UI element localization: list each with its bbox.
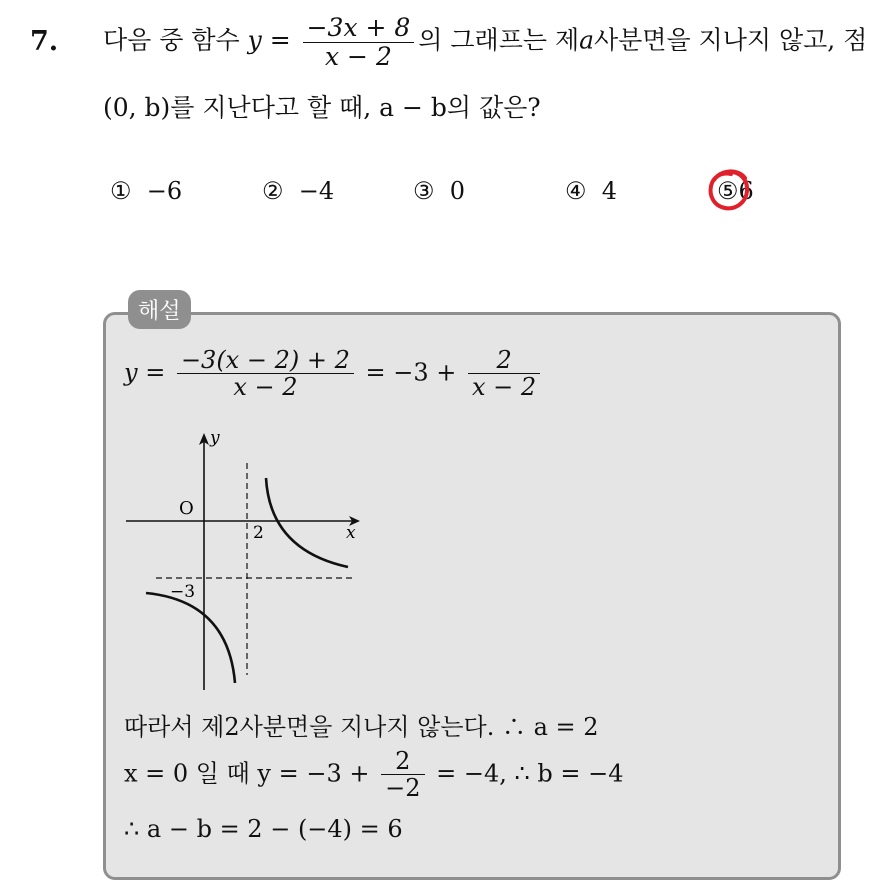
question-text-a: 다음 중 함수: [103, 25, 240, 55]
x-tick-label: 2: [253, 523, 264, 543]
choice-4[interactable]: [565, 177, 617, 205]
solution-line-5: ∴ a − b = 2 − (−4) = 6: [124, 815, 403, 843]
choice-3[interactable]: [413, 177, 465, 205]
curve-right-branch: [266, 478, 348, 567]
choice-1[interactable]: [110, 177, 182, 205]
question-y: y: [247, 25, 262, 55]
solution-fraction-1-num: −3(x − 2) + 2: [180, 346, 350, 374]
origin-label: O: [179, 498, 194, 519]
solution-fraction-2-den: x − 2: [468, 373, 540, 400]
solution-line-4: [124, 748, 624, 802]
choice-4-value: 4: [601, 177, 618, 205]
choice-3-mark: ③: [413, 177, 435, 205]
choice-5-mark: ⑤: [717, 177, 739, 205]
question-line-1: [103, 14, 867, 70]
answer-circle-mark: [704, 166, 752, 214]
solution-fraction-1-den: x − 2: [177, 373, 354, 400]
solution-equation: [124, 347, 544, 401]
choice-2[interactable]: [262, 177, 334, 205]
solution-line-4-num: 2: [395, 747, 411, 775]
fraction-numerator: −3x + 8: [306, 13, 411, 42]
question-a-var: a: [579, 25, 594, 55]
solution-line-4-den: −2: [381, 774, 424, 801]
solution-line-4-fraction: [381, 748, 424, 802]
y-tick-label: −3: [170, 582, 196, 602]
question-number: 7.: [30, 26, 59, 57]
choice-5-value: 6: [738, 177, 754, 205]
solution-graph: [120, 425, 370, 695]
solution-fraction-2-num: 2: [496, 346, 512, 374]
question-text-b: 의 그래프는 제: [418, 25, 580, 55]
choice-2-value: −4: [298, 177, 335, 205]
solution-eq-y: y =: [124, 358, 166, 387]
question-eq: =: [269, 25, 291, 55]
fraction-denominator: x − 2: [303, 42, 415, 71]
solution-fraction-2: [468, 347, 540, 401]
solution-line-4-b: = −4, ∴ b = −4: [436, 759, 624, 788]
question-text-c: 사분면을 지나지 않고, 점: [594, 25, 868, 55]
solution-line-3: 따라서 제2사분면을 지나지 않는다. ∴ a = 2: [124, 713, 599, 741]
question-line-2: (0, b)를 지난다고 할 때, a − b의 값은?: [103, 93, 541, 122]
y-axis-label: y: [210, 428, 220, 448]
choice-2-mark: ②: [262, 177, 284, 205]
choice-3-value: 0: [449, 177, 466, 205]
choice-1-mark: ①: [110, 177, 132, 205]
solution-tag: 해설: [128, 290, 191, 329]
solution-eq-mid: = −3 +: [365, 358, 457, 387]
solution-fraction-1: [177, 347, 354, 401]
choice-4-mark: ④: [565, 177, 587, 205]
choice-1-value: −6: [146, 177, 183, 205]
question-fraction: [303, 14, 415, 70]
x-axis-label: x: [346, 523, 356, 543]
curve-left-branch: [146, 593, 235, 683]
solution-line-4-a: x = 0 일 때 y = −3 +: [124, 759, 370, 788]
